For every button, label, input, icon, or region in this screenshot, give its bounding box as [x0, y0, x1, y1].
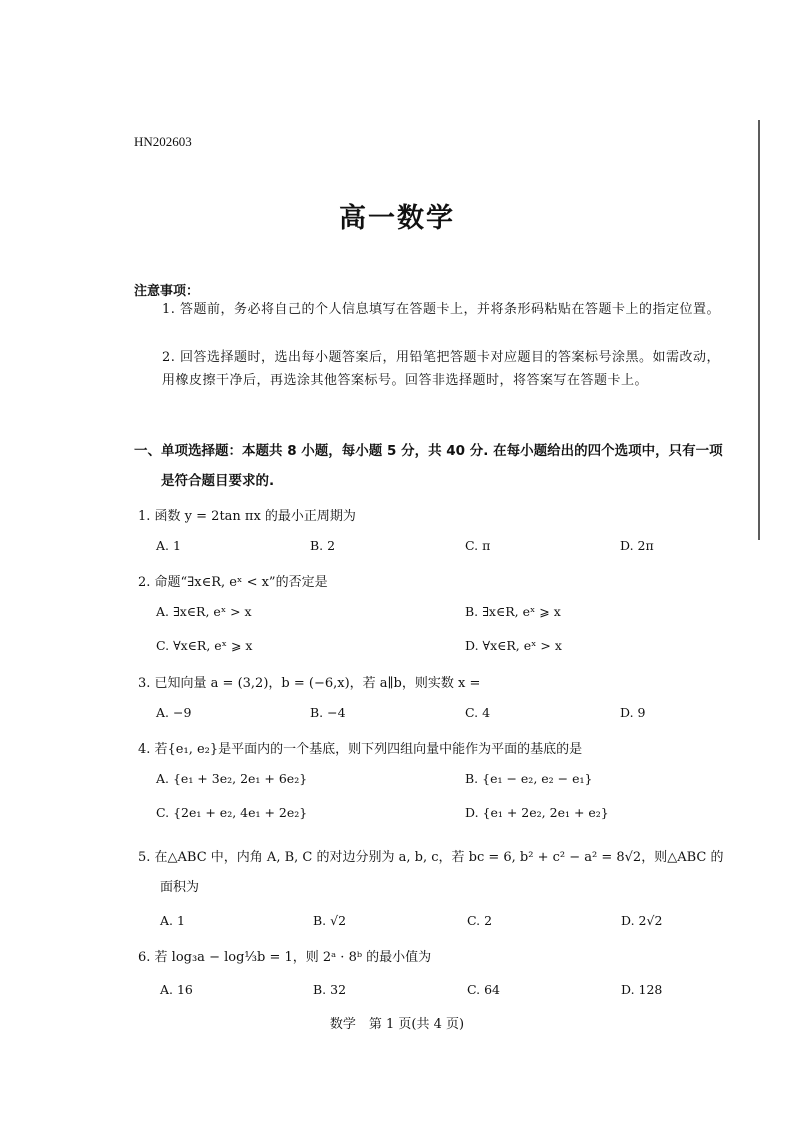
question-3-stem: 3. 已知向量 a = (3,2)，b = (−6,x)，若 a∥b，则实数 x = — [138, 676, 481, 691]
notice-item-1: 1. 答题前，务必将自己的个人信息填写在答题卡上，并将条形码粘贴在答题卡上的指定位置。 — [162, 302, 721, 317]
page-title: 高一数学 — [339, 203, 455, 234]
question-6-option-d: D. 128 — [621, 982, 663, 997]
question-3-option-b: B. −4 — [310, 705, 346, 720]
question-5-stem: 5. 在△ABC 中，内角 A, B, C 的对边分别为 a, b, c，若 bc = 6, b² + c² − a² = 8√2，则△ABC 的 — [138, 850, 724, 865]
question-1-option-a: A. 1 — [156, 538, 181, 553]
question-6-option-c: C. 64 — [467, 982, 500, 997]
question-2-option-b: B. ∃x∈R, eˣ ⩾ x — [465, 604, 561, 619]
section-heading-line2: 是符合题目要求的. — [161, 473, 275, 489]
question-2-option-a: A. ∃x∈R, eˣ > x — [156, 604, 252, 619]
question-2-option-d: D. ∀x∈R, eˣ > x — [465, 638, 562, 653]
question-6-option-b: B. 32 — [313, 982, 347, 997]
question-2-stem: 2. 命题“∃x∈R, eˣ < x”的否定是 — [138, 575, 328, 590]
notice-item-2: 2. 回答选择题时，选出每小题答案后，用铅笔把答题卡对应题目的答案标号涂黑。如需改动，用橡皮擦干净后，再选涂其他答案标号。回答非选择题时，将答案写在答题卡上。 — [162, 350, 721, 388]
question-3-option-a: A. −9 — [156, 705, 192, 720]
question-2-option-c: C. ∀x∈R, eˣ ⩾ x — [156, 638, 253, 653]
question-6-option-a: A. 16 — [160, 982, 193, 997]
question-5-option-a: A. 1 — [160, 913, 185, 928]
section-heading — [134, 436, 734, 496]
scan-edge-line — [758, 120, 760, 540]
question-6-stem: 6. 若 log₃a − log⅓b = 1，则 2ᵃ · 8ᵇ 的最小值为 — [138, 950, 432, 965]
exam-code: HN202603 — [134, 134, 192, 149]
notice-heading: 注意事项： — [134, 284, 200, 299]
question-4-option-a: A. {e₁ + 3e₂, 2e₁ + 6e₂} — [156, 771, 308, 786]
section-heading-line1: 一、单项选择题：本题共 8 小题，每小题 5 分，共 40 分. 在每小题给出的四个选项中，只有一项 — [134, 443, 723, 459]
question-5-stem-continued: 面积为 — [160, 880, 200, 895]
question-5-option-c: C. 2 — [467, 913, 493, 928]
question-4-option-c: C. {2e₁ + e₂, 4e₁ + 2e₂} — [156, 805, 308, 820]
page-footer: 数学 第 1 页(共 4 页) — [329, 1017, 465, 1032]
question-4-stem: 4. 若{e₁, e₂}是平面内的一个基底，则下列四组向量中能作为平面的基底的是 — [138, 742, 583, 757]
question-5-option-b: B. √2 — [313, 913, 347, 928]
question-5-option-d: D. 2√2 — [621, 913, 663, 928]
question-4-option-d: D. {e₁ + 2e₂, 2e₁ + e₂} — [465, 805, 609, 820]
question-3-option-d: D. 9 — [620, 705, 646, 720]
question-1-stem: 1. 函数 y = 2tan πx 的最小正周期为 — [138, 509, 356, 524]
question-1-option-c: C. π — [465, 538, 491, 553]
question-4-option-b: B. {e₁ − e₂, e₂ − e₁} — [465, 771, 593, 786]
question-3-option-c: C. 4 — [465, 705, 491, 720]
question-1-option-d: D. 2π — [620, 538, 654, 553]
question-1-option-b: B. 2 — [310, 538, 336, 553]
